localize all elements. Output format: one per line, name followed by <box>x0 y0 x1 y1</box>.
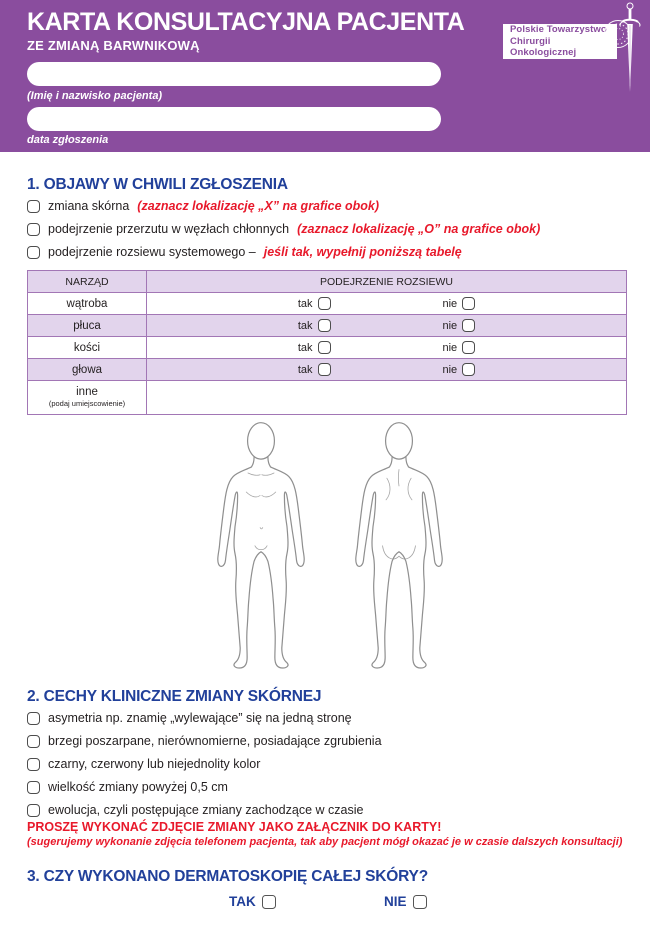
symptom-label: podejrzenie rozsiewu systemowego – <box>48 245 256 259</box>
checkbox-dermatoscopy-no[interactable] <box>413 895 427 909</box>
organ-name: głowa <box>28 359 147 380</box>
checkbox-evolution[interactable] <box>27 804 40 817</box>
feature-label: czarny, czerwony lub niejednolity kolor <box>48 757 261 771</box>
photo-warning-note: (sugerujemy wykonanie zdjęcia telefonem pacjenta, tak aby pacjent mógł okazać je w czasie dalszych konsultacji) <box>27 836 623 848</box>
feature-label: asymetria np. znamię „wylewające” się na jedną stronę <box>48 711 352 725</box>
report-date-label: data zgłoszenia <box>27 134 109 146</box>
symptom-note: (zaznacz lokalizację „O” na grafice obok) <box>297 222 541 236</box>
table-header-row <box>28 271 626 292</box>
sword-emblem-icon <box>600 0 648 96</box>
section2-checklist <box>27 711 382 817</box>
photo-warning-bold: PROSZĘ WYKONAĆ ZDJĘCIE ZMIANY JAKO ZAŁĄCZNIK DO KARTY! <box>27 820 442 834</box>
organ-name: inne <box>76 385 98 398</box>
symptom-label: podejrzenie przerzutu w węzłach chłonnych <box>48 222 290 236</box>
page-subtitle: ZE ZMIANĄ BARWNIKOWĄ <box>27 38 200 53</box>
feature-label: wielkość zmiany powyżej 0,5 cm <box>48 780 228 794</box>
yes-label: tak <box>297 363 313 376</box>
human-body-outline-front[interactable] <box>196 410 326 685</box>
report-date-input[interactable] <box>27 107 441 131</box>
checkbox-skin-lesion[interactable] <box>27 200 40 213</box>
checkbox-size[interactable] <box>27 781 40 794</box>
section1-checklist <box>27 199 540 259</box>
checkbox-bones-no[interactable] <box>462 341 475 354</box>
organ-name: płuca <box>28 315 147 336</box>
no-label: nie <box>442 341 458 354</box>
checkbox-bones-yes[interactable] <box>318 341 331 354</box>
patient-name-input[interactable] <box>27 62 441 86</box>
feature-label: ewolucja, czyli postępujące zmiany zachodzące w czasie <box>48 803 364 817</box>
no-label: nie <box>442 319 458 332</box>
dermatoscopy-yes-group <box>229 894 276 909</box>
table-row-head <box>28 358 626 380</box>
symptom-row-systemic-spread <box>27 245 540 259</box>
human-body-outline-back[interactable] <box>334 410 464 685</box>
table-row-bones <box>28 336 626 358</box>
organ-name: wątroba <box>28 293 147 314</box>
patient-name-label: (Imię i nazwisko pacjenta) <box>27 90 163 102</box>
checkbox-color[interactable] <box>27 758 40 771</box>
body-diagrams <box>196 410 464 685</box>
no-label: NIE <box>384 894 407 909</box>
checkbox-liver-yes[interactable] <box>318 297 331 310</box>
yes-label: tak <box>297 319 313 332</box>
society-logo-line2: Chirurgii Onkologicznej <box>510 35 577 59</box>
column-header-spread: PODEJRZENIE ROZSIEWU <box>319 275 453 288</box>
symptom-note: (zaznacz lokalizację „X” na grafice obok) <box>137 199 380 213</box>
organ-name: kości <box>28 337 147 358</box>
page-title: KARTA KONSULTACYJNA PACJENTA <box>27 8 465 36</box>
checkbox-systemic-spread[interactable] <box>27 246 40 259</box>
table-row-liver <box>28 292 626 314</box>
yes-label: tak <box>297 341 313 354</box>
section3-heading: 3. CZY WYKONANO DERMATOSKOPIĘ CAŁEJ SKÓRY? <box>27 868 428 885</box>
yes-label: tak <box>297 297 313 310</box>
spread-suspicion-table <box>27 270 627 415</box>
society-logo-line1: Polskie Towarzystwo <box>510 24 607 36</box>
table-row-other <box>28 380 626 414</box>
yes-label: TAK <box>229 894 256 909</box>
checkbox-lungs-no[interactable] <box>462 319 475 332</box>
no-label: nie <box>442 363 458 376</box>
dermatoscopy-no-group <box>384 894 427 909</box>
checkbox-asymmetry[interactable] <box>27 712 40 725</box>
checkbox-head-no[interactable] <box>462 363 475 376</box>
symptom-row-skin-lesion <box>27 199 540 213</box>
symptom-note: jeśli tak, wypełnij poniższą tabelę <box>263 245 462 259</box>
checkbox-lungs-yes[interactable] <box>318 319 331 332</box>
header-banner <box>0 0 650 152</box>
checkbox-liver-no[interactable] <box>462 297 475 310</box>
symptom-label: zmiana skórna <box>48 199 130 213</box>
checkbox-lymph-nodes[interactable] <box>27 223 40 236</box>
feature-row-evolution <box>27 803 382 817</box>
feature-row-size <box>27 780 382 794</box>
feature-label: brzegi poszarpane, nierównomierne, posiadające zgrubienia <box>48 734 382 748</box>
checkbox-head-yes[interactable] <box>318 363 331 376</box>
symptom-row-lymph-nodes <box>27 222 540 236</box>
section1-heading: 1. OBJAWY W CHWILI ZGŁOSZENIA <box>27 176 288 193</box>
checkbox-dermatoscopy-yes[interactable] <box>262 895 276 909</box>
checkbox-borders[interactable] <box>27 735 40 748</box>
section2-heading: 2. CECHY KLINICZNE ZMIANY SKÓRNEJ <box>27 688 322 705</box>
feature-row-borders <box>27 734 382 748</box>
organ-sub-label: (podaj umiejscowienie) <box>48 398 126 408</box>
feature-row-color <box>27 757 382 771</box>
no-label: nie <box>442 297 458 310</box>
table-row-lungs <box>28 314 626 336</box>
feature-row-asymmetry <box>27 711 382 725</box>
column-header-organ: NARZĄD <box>28 271 147 292</box>
